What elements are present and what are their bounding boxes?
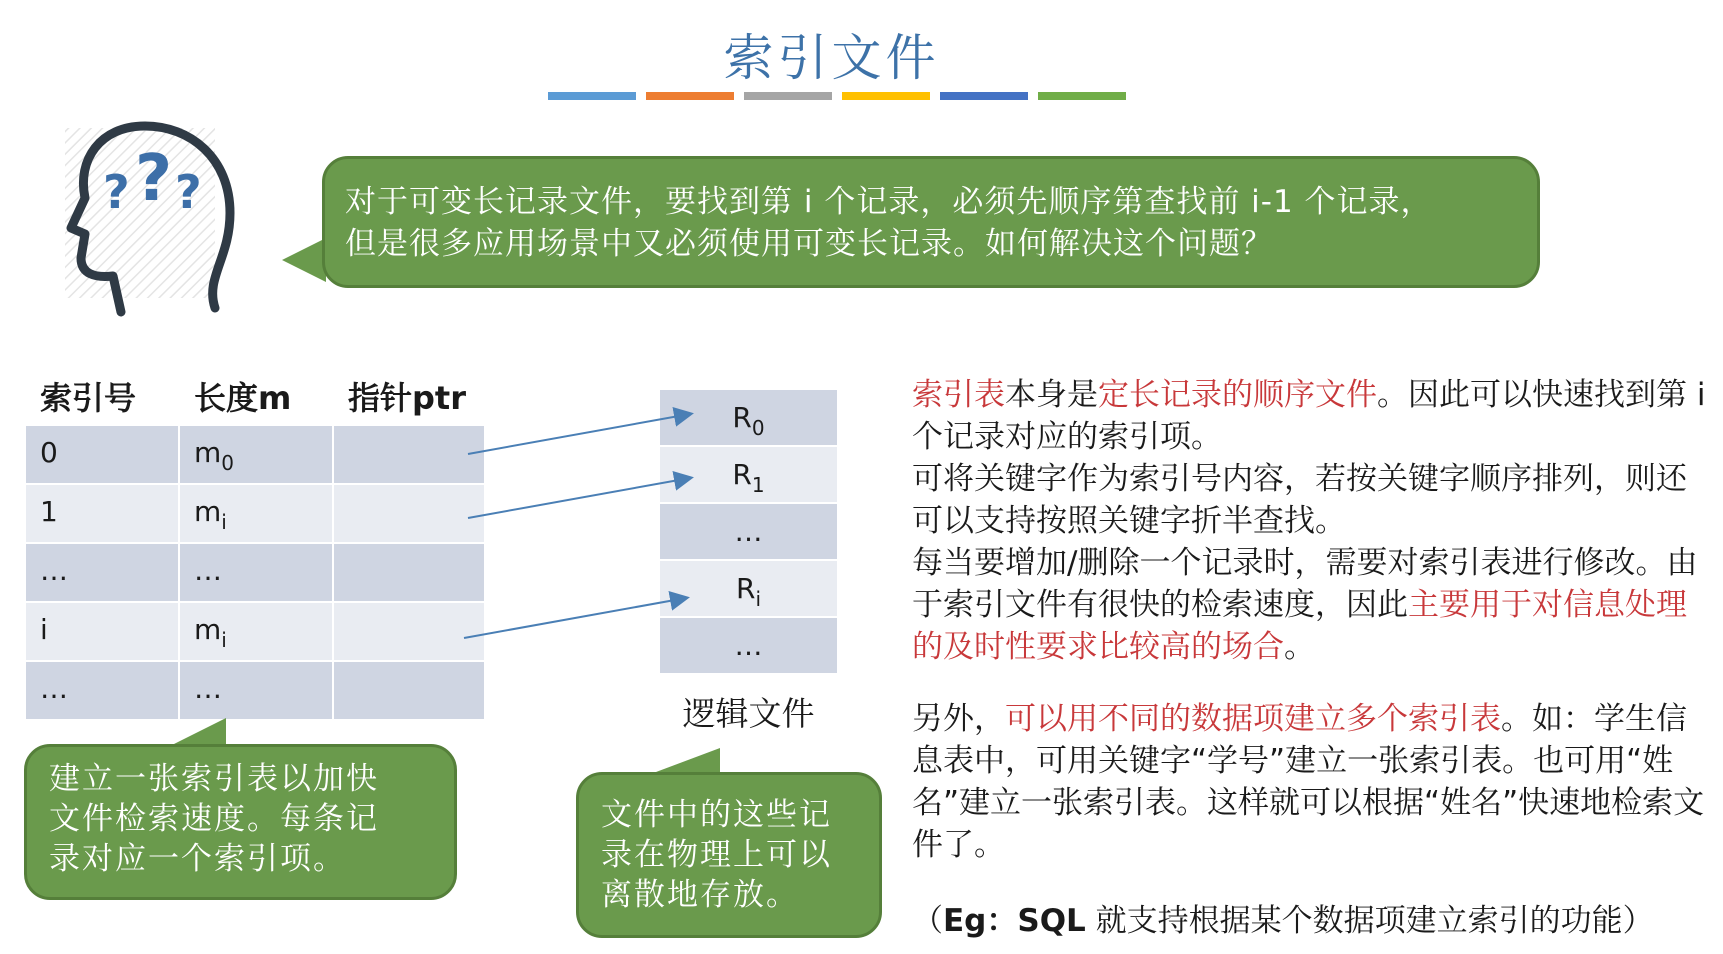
cell-length <box>180 662 334 721</box>
cell-length <box>180 544 334 603</box>
logical-file-caption: 逻辑文件 <box>682 694 815 733</box>
description-para-3 <box>912 542 1712 668</box>
svg-text:?: ? <box>175 165 202 219</box>
record-label: … <box>734 515 763 548</box>
slide-title: 索引文件 <box>723 29 940 87</box>
file-note-line-2: 录在物理上可以 <box>601 837 832 873</box>
cell-pointer <box>334 544 486 603</box>
description-text: 本身是 <box>1005 377 1098 413</box>
header-length: 长度m <box>194 379 292 417</box>
length-base: m <box>194 613 222 646</box>
example-text: 就支持根据某个数据项建立索引的功能） <box>1085 903 1654 939</box>
file-note-line-3: 离散地存放。 <box>601 877 799 913</box>
record-cell <box>660 390 837 447</box>
length-subscript: i <box>221 510 227 534</box>
question-bubble <box>322 156 1540 288</box>
index-note-bubble <box>24 744 457 900</box>
record-cell <box>660 447 837 504</box>
length-base: m <box>194 495 222 528</box>
table-row <box>26 426 486 485</box>
length-base: … <box>194 672 222 705</box>
pointer-arrow-i <box>464 598 686 638</box>
highlight-index-table: 索引表 <box>912 377 1005 413</box>
color-segment-1 <box>548 92 636 100</box>
file-note-line-1: 文件中的这些记 <box>601 797 832 833</box>
color-segment-3 <box>744 92 832 100</box>
record-label: … <box>734 629 763 662</box>
description-text: 。 <box>1284 629 1315 665</box>
cell-index-no: … <box>26 544 180 603</box>
table-row <box>26 544 486 603</box>
description-text: 。如：学生信息表中，可用关键字“学号”建立一张索引表。也可用“姓名”建立一张索引表。这样就可以根据“姓名”快速地检索文件了。 <box>912 701 1705 863</box>
record-subscript: i <box>755 587 762 611</box>
record-cell <box>660 504 837 561</box>
example-label: Eg：SQL <box>943 903 1086 939</box>
table-row <box>26 662 486 721</box>
length-base: m <box>194 436 222 469</box>
description-text: 每当要增加/删除一个记录时，需要对索引表进行修改。由于索引文件有很快的检索速度，因此 <box>912 545 1698 623</box>
title-color-bar <box>548 92 1126 100</box>
logical-file <box>660 390 837 675</box>
length-subscript: 0 <box>221 451 235 475</box>
record-cell <box>660 561 837 618</box>
pointer-arrow-0 <box>468 414 690 454</box>
question-line-2: 但是很多应用场景中又必须使用可变长记录。如何解决这个问题？ <box>345 226 1273 262</box>
cell-pointer <box>334 662 486 721</box>
table-row <box>26 485 486 544</box>
length-subscript: i <box>221 628 227 652</box>
color-segment-6 <box>1038 92 1126 100</box>
cell-pointer <box>334 603 486 662</box>
question-bubble-tail <box>282 238 326 282</box>
example-note <box>912 900 1723 942</box>
cell-pointer <box>334 426 486 485</box>
cell-index-no: 1 <box>26 485 180 544</box>
cell-index-no: 0 <box>26 426 180 485</box>
record-label: R <box>735 572 756 605</box>
record-label: R <box>732 458 752 491</box>
pointer-arrow-1 <box>468 478 690 518</box>
cell-length <box>180 426 334 485</box>
color-segment-5 <box>940 92 1028 100</box>
color-segment-2 <box>646 92 734 100</box>
record-label: R <box>732 401 752 434</box>
description-text: 另外， <box>912 701 1005 737</box>
index-table-header <box>26 370 486 426</box>
description-text: 。因此可以快速找到第 i 个记录对应的索引项。 <box>912 377 1706 455</box>
description-para-1 <box>912 374 1712 458</box>
highlight-multiple-indexes: 可以用不同的数据项建立多个索引表 <box>1005 701 1501 737</box>
thinking-head-icon <box>55 118 265 328</box>
description <box>912 374 1712 866</box>
question-line-1: 对于可变长记录文件，要找到第 i 个记录，必须先顺序第查找前 i-1 个记录， <box>345 184 1433 220</box>
index-note-line-1: 建立一张索引表以加快 <box>49 761 379 797</box>
table-row <box>26 603 486 662</box>
record-subscript: 1 <box>751 473 765 497</box>
highlight-main-use: 主要用于对信息处理的及时性要求比较高的场合 <box>912 587 1687 665</box>
description-para-2: 可将关键字作为索引号内容，若按关键字顺序排列，则还可以支持按照关键字折半查找。 <box>912 461 1687 539</box>
header-index-no: 索引号 <box>40 379 137 417</box>
color-segment-4 <box>842 92 930 100</box>
record-cell <box>660 618 837 675</box>
record-subscript: 0 <box>751 416 765 440</box>
example-paren: （ <box>912 903 943 939</box>
cell-index-no: i <box>26 603 180 662</box>
index-table <box>26 370 486 721</box>
header-pointer: 指针ptr <box>348 379 466 417</box>
cell-pointer <box>334 485 486 544</box>
svg-text:?: ? <box>103 165 130 219</box>
length-base: … <box>194 554 222 587</box>
cell-index-no: … <box>26 662 180 721</box>
svg-text:?: ? <box>135 142 173 216</box>
cell-length <box>180 603 334 662</box>
highlight-fixed-length: 定长记录的顺序文件 <box>1098 377 1377 413</box>
file-note-bubble <box>576 772 882 938</box>
index-note-line-3: 录对应一个索引项。 <box>49 841 346 877</box>
index-note-line-2: 文件检索速度。每条记 <box>49 801 379 837</box>
description-para-4 <box>912 698 1712 866</box>
cell-length <box>180 485 334 544</box>
